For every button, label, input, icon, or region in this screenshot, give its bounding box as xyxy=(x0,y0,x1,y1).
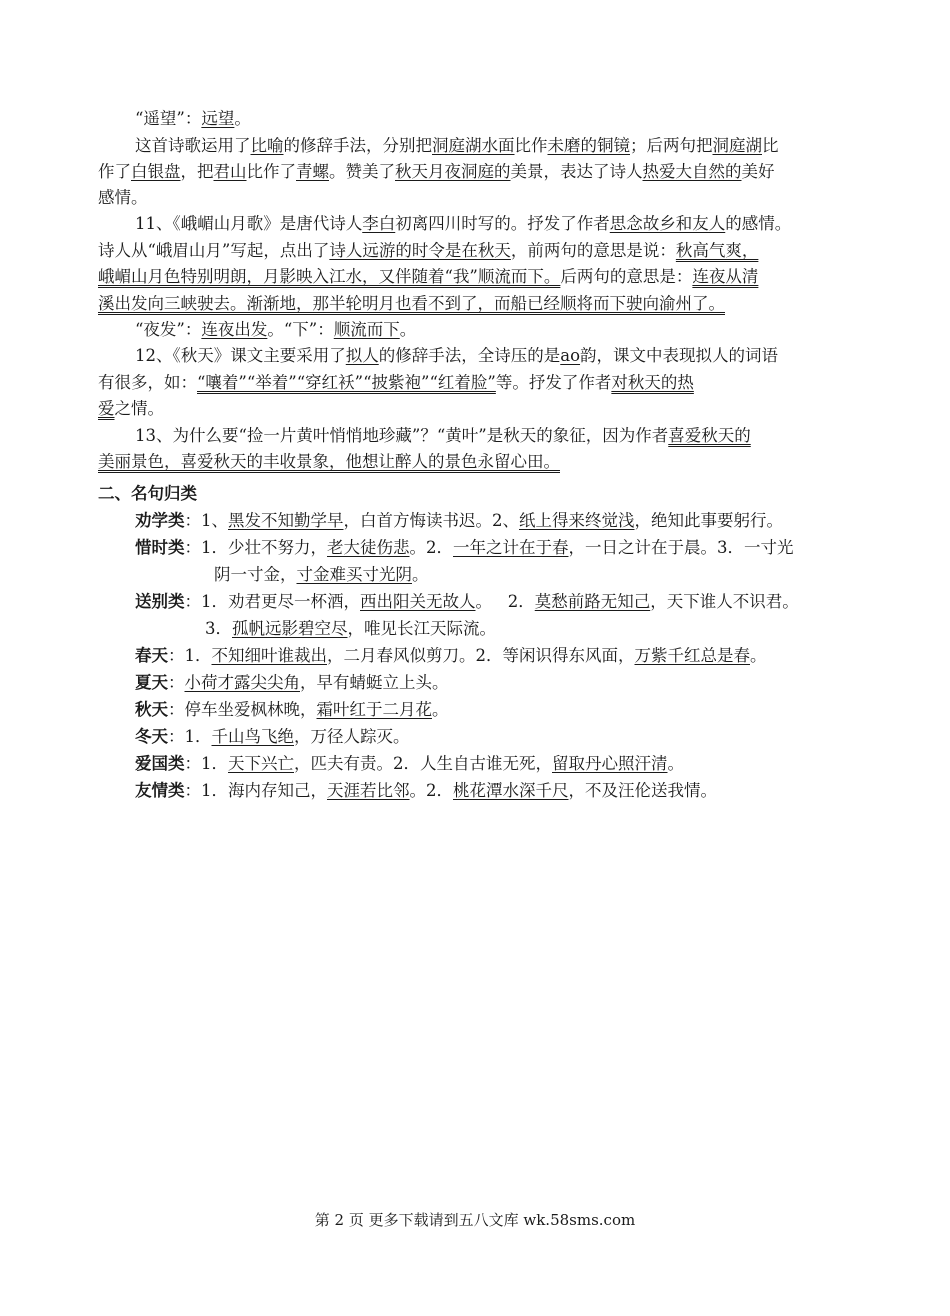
text: 3． xyxy=(205,619,232,638)
answer-blank: 桃花潭水深千尺 xyxy=(453,781,569,800)
answer-blank: 青螺 xyxy=(296,162,329,181)
text: 的修辞手法，全诗压的是 xyxy=(378,346,561,365)
text: ，把 xyxy=(180,162,214,181)
answer-blank: 霜叶红于二月花 xyxy=(316,700,432,719)
answer-blank: 溪出发向三峡驶去。渐渐地，那半轮明月也看不到了，而船已经顺将而下驶向渝州了。 xyxy=(98,294,725,313)
text: 比作了 xyxy=(246,162,296,181)
text: “遥望”： xyxy=(135,109,202,128)
answer-blank: 小荷才露尖尖角 xyxy=(184,673,300,692)
category-label: 送别类 xyxy=(135,592,185,611)
answer-line xyxy=(98,291,725,317)
text: ：1．海内存知己， xyxy=(184,781,327,800)
text: 的修辞手法，分别把 xyxy=(283,136,432,155)
answer-blank: 万紫千红总是春 xyxy=(634,646,750,665)
text: ，唯见长江天际流。 xyxy=(347,619,496,638)
text: ；后两句把 xyxy=(630,136,713,155)
text: 。 xyxy=(750,646,767,665)
answer-line xyxy=(135,133,779,159)
answer-blank: 留取丹心照汗清 xyxy=(552,754,668,773)
text: ，匹夫有责。2．人生自古谁无死， xyxy=(294,754,552,773)
text: “夜发”： xyxy=(135,320,202,339)
answer-blank: 天下兴亡 xyxy=(228,754,294,773)
answer-blank: 千山鸟飞绝 xyxy=(211,727,294,746)
text: 。“下”： xyxy=(267,320,334,339)
text: 这首诗歌运用了 xyxy=(135,136,251,155)
answer-blank: 喜爱秋天的 xyxy=(668,426,751,445)
text: 后两句的意思是： xyxy=(560,267,693,286)
answer-blank: 美丽景色，喜爱秋天的丰收景象，他想让醉人的景色永留心田。 xyxy=(98,452,560,471)
answer-blank: 热爱大自然的 xyxy=(642,162,742,181)
text: ：1． xyxy=(184,754,228,773)
answer-blank: 比喻 xyxy=(250,136,284,155)
text: 。赞美了 xyxy=(329,162,395,181)
text: 12、《秋天》课文主要采用了 xyxy=(135,346,346,365)
quote-line xyxy=(135,697,449,723)
quote-line xyxy=(135,589,799,615)
text: ： xyxy=(168,673,185,692)
answer-line xyxy=(98,396,164,422)
answer-line xyxy=(135,423,751,449)
answer-line xyxy=(135,106,251,132)
text: ，二月春风似剪刀。2．等闲识得东风面， xyxy=(327,646,635,665)
text: ，万径人踪灭。 xyxy=(294,727,410,746)
text: ：1．少壮不努力， xyxy=(184,538,327,557)
answer-blank: 西出阳关无故人 xyxy=(360,592,476,611)
answer-line xyxy=(135,211,791,237)
text: ，前两句的意思是说： xyxy=(510,241,676,260)
text: 美景，表达了诗人 xyxy=(510,162,643,181)
answer-blank: 老大徒伤悲 xyxy=(327,538,410,557)
text: ：1． xyxy=(168,646,212,665)
answer-blank: 连夜出发 xyxy=(201,320,268,339)
answer-blank: 莫愁前路无知己 xyxy=(534,592,651,611)
text: 等。抒发了作者 xyxy=(495,373,612,392)
text: ，白首方悔读书迟。2、 xyxy=(343,511,519,530)
text: 之情。 xyxy=(114,399,164,418)
answer-line xyxy=(135,343,778,369)
text: 有很多，如： xyxy=(98,373,197,392)
text: 。 xyxy=(399,320,417,339)
answer-blank: 秋天月夜洞庭的 xyxy=(395,162,511,181)
text: ：1、 xyxy=(184,511,228,530)
answer-blank: ao xyxy=(560,346,581,365)
quote-line xyxy=(135,670,449,696)
answer-blank: 未磨的铜镜 xyxy=(547,136,630,155)
text: ，天下谁人不识君。 xyxy=(650,592,799,611)
answer-blank: 黑发不知勤学早 xyxy=(228,511,344,530)
answer-blank: 一年之计在于春 xyxy=(453,538,569,557)
text: ，绝知此事要躬行。 xyxy=(634,511,783,530)
quote-line xyxy=(135,724,410,750)
text: 。2． xyxy=(409,781,453,800)
category-label: 爱国类 xyxy=(135,754,185,773)
text: ：停车坐爱枫林晚， xyxy=(168,700,317,719)
answer-line xyxy=(98,370,694,396)
answer-blank: 孤帆远影碧空尽 xyxy=(232,619,348,638)
text: ，早有蜻蜓立上头。 xyxy=(300,673,449,692)
text: 。 xyxy=(412,565,429,584)
text: 美好 xyxy=(741,162,775,181)
answer-blank: 秋高气爽， xyxy=(675,241,759,260)
answer-blank: 连夜从清 xyxy=(692,267,759,286)
text: ：1． xyxy=(168,727,212,746)
quote-line xyxy=(135,535,794,561)
text: 感情。 xyxy=(98,188,148,207)
answer-blank: 洞庭湖水面 xyxy=(432,136,515,155)
quote-line xyxy=(205,616,496,642)
text: ，一日之计在于晨。3．一寸光 xyxy=(568,538,794,557)
text: 比 xyxy=(762,136,779,155)
answer-blank: 顺流而下 xyxy=(333,320,400,339)
answer-line xyxy=(98,264,758,290)
quote-line xyxy=(135,643,767,669)
answer-blank: 爱 xyxy=(98,399,115,418)
answer-blank: 不知细叶谁裁出 xyxy=(211,646,327,665)
answer-blank: 李白 xyxy=(362,214,396,233)
answer-blank: 拟人 xyxy=(345,346,379,365)
section-heading: 二、名句归类 xyxy=(98,484,197,503)
answer-line xyxy=(98,185,148,211)
text: 韵，课文中表现拟人的词语 xyxy=(580,346,779,365)
answer-blank: 君山 xyxy=(213,162,247,181)
text: 。 2． xyxy=(475,592,535,611)
answer-blank: “嚷着”“举着”“穿红袄”“披紫袍”“红着脸” xyxy=(197,373,496,392)
text: 作了 xyxy=(98,162,131,181)
text: 。2． xyxy=(409,538,453,557)
quote-line xyxy=(135,508,783,534)
answer-line xyxy=(98,238,758,264)
category-label: 秋天 xyxy=(135,700,168,719)
text: 。 xyxy=(667,754,684,773)
answer-blank: 纸上得来终觉浅 xyxy=(519,511,635,530)
text: 诗人从“峨眉山月”写起，点出了 xyxy=(98,241,330,260)
answer-blank: 诗人远游的时令是在秋天 xyxy=(329,241,511,260)
page-footer: 第 2 页 更多下载请到五八文库 wk.58sms.com xyxy=(314,1211,636,1229)
text: 13、为什么要“捡一片黄叶悄悄地珍藏”？“黄叶”是秋天的象征，因为作者 xyxy=(135,426,669,445)
text: 初离四川时写的。抒发了作者 xyxy=(395,214,610,233)
answer-blank: 远望 xyxy=(201,109,235,128)
quote-line xyxy=(214,562,429,588)
text: ：1．劝君更尽一杯酒， xyxy=(184,592,360,611)
text: 比作 xyxy=(514,136,548,155)
answer-blank: 峨嵋山月色特别明朗，月影映入江水，又伴随着“我”顺流而下。 xyxy=(98,267,561,286)
answer-line xyxy=(98,159,775,185)
text: 阴一寸金， xyxy=(214,565,297,584)
category-label: 劝学类 xyxy=(135,511,185,530)
quote-line xyxy=(135,751,684,777)
answer-blank: 寸金难买寸光阴 xyxy=(296,565,412,584)
text: 。 xyxy=(234,109,251,128)
answer-blank: 思念故乡和友人 xyxy=(609,214,726,233)
quote-line xyxy=(135,778,717,804)
category-label: 夏天 xyxy=(135,673,168,692)
answer-blank: 白银盘 xyxy=(131,162,181,181)
text: 的感情。 xyxy=(725,214,792,233)
answer-line xyxy=(98,449,560,475)
category-label: 春天 xyxy=(135,646,168,665)
answer-blank: 对秋天的热 xyxy=(611,373,694,392)
text: 。 xyxy=(432,700,449,719)
category-label: 友情类 xyxy=(135,781,185,800)
text: 11、《峨嵋山月歌》是唐代诗人 xyxy=(135,214,363,233)
answer-blank: 洞庭湖 xyxy=(712,136,762,155)
answer-blank: 天涯若比邻 xyxy=(327,781,410,800)
answer-line xyxy=(135,317,416,343)
category-label: 冬天 xyxy=(135,727,168,746)
category-label: 惜时类 xyxy=(135,538,185,557)
text: ，不及汪伦送我情。 xyxy=(568,781,717,800)
